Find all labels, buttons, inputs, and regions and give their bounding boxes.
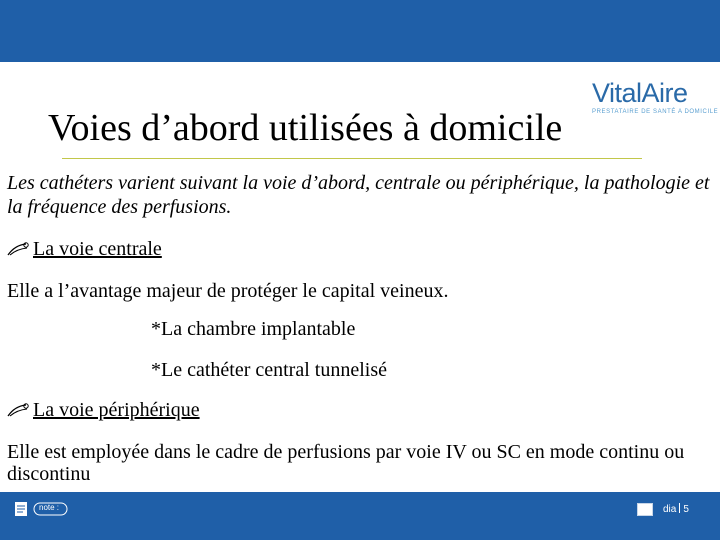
vitalaire-logo (592, 78, 719, 120)
shooting-star-icon (7, 238, 33, 262)
list-item-chambre: *La chambre implantable (151, 318, 356, 340)
logo-tagline: PRESTATAIRE DE SANTÉ A DOMICILE (592, 109, 719, 115)
note-label: note : (39, 503, 60, 512)
slide-number (663, 503, 689, 515)
screen-icon[interactable] (637, 503, 653, 516)
header-band (0, 0, 720, 62)
bullet-peripheral (7, 398, 200, 423)
footer-band (0, 492, 720, 540)
slide-number-value: 5 (683, 504, 689, 515)
central-description: Elle a l’avantage majeur de protéger le capital veineux. (7, 280, 449, 302)
shooting-star-icon (7, 399, 33, 423)
note-button[interactable] (14, 500, 68, 518)
list-item-catheter: *Le cathéter central tunnelisé (151, 359, 387, 381)
intro-paragraph: Les cathéters varient suivant la voie d’abord, centrale ou périphérique, la pathologie et la fréquence des perfusions. (7, 172, 710, 218)
section-heading-peripheral: La voie périphérique (33, 399, 200, 421)
separator (679, 503, 680, 513)
slide-title: Voies d’abord utilisées à domicile (48, 107, 563, 149)
notepad-icon (15, 502, 27, 516)
bullet-central (7, 237, 162, 262)
slide-label: dia (663, 504, 677, 515)
logo-text: VitalAire (592, 78, 688, 108)
section-heading-central: La voie centrale (33, 238, 162, 260)
peripheral-description: Elle est employée dans le cadre de perfusions par voie IV ou SC en mode continu ou discontinu (7, 441, 685, 485)
title-underline (62, 158, 642, 159)
